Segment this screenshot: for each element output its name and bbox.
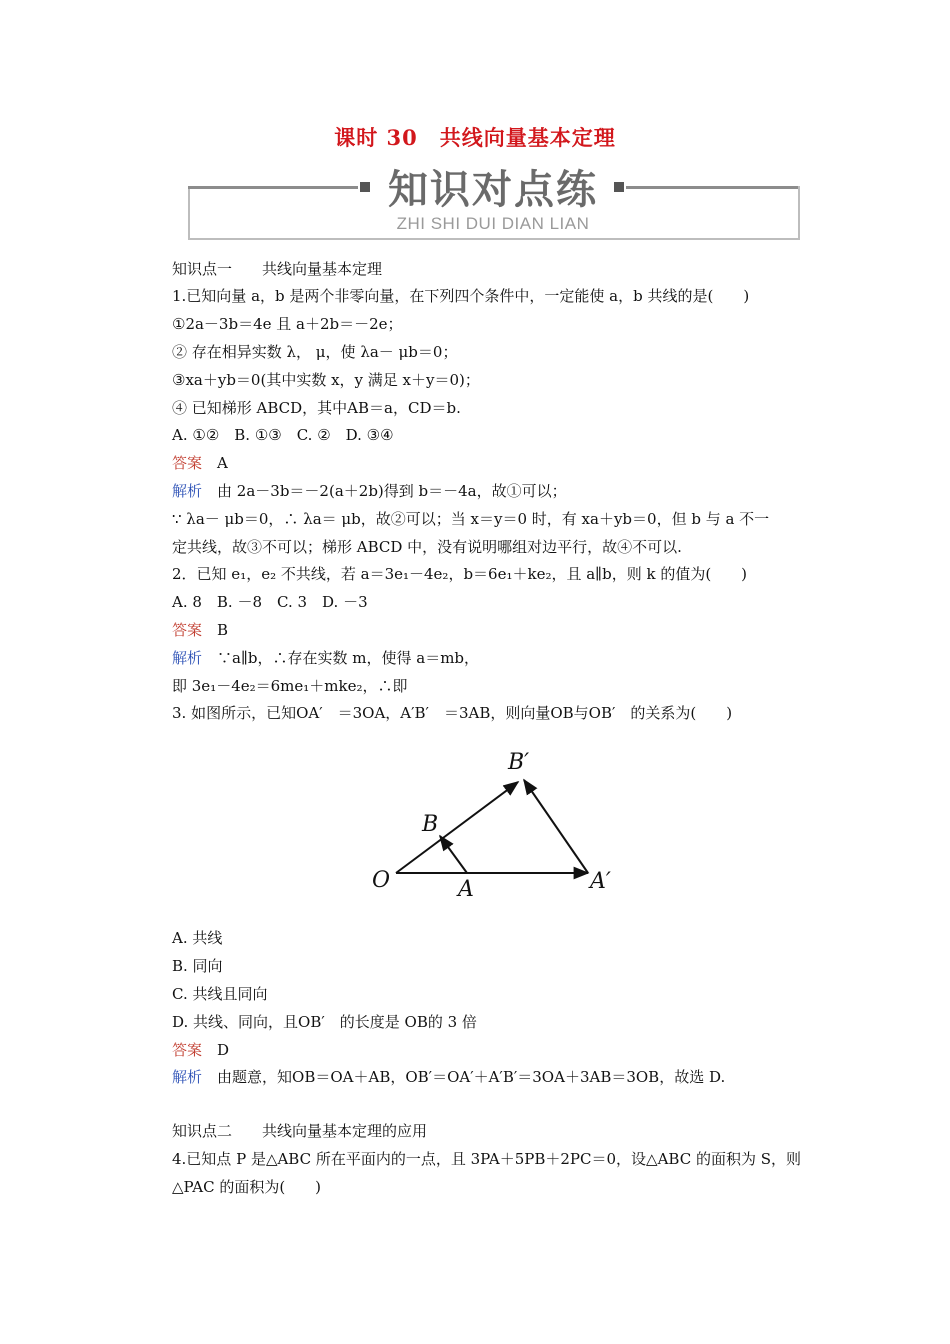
point-label-B: B <box>422 812 439 837</box>
q1-condition-3: ③xa＋yb＝0(其中实数 x，y 满足 x＋y＝0)； <box>172 371 480 389</box>
section2-heading: 知识点二 共线向量基本定理的应用 <box>172 1122 428 1140</box>
q1-condition-2: ② 存在相异实数 λ， μ，使 λa－ μb＝0； <box>172 343 458 361</box>
vector-A-prime-B-prime <box>524 780 588 873</box>
q1-answer <box>172 453 228 473</box>
section-banner <box>188 156 798 242</box>
q1-stem: 1.已知向量 a，b 是两个非零向量，在下列四个条件中，一定能使 a，b 共线的是( ) <box>172 287 750 305</box>
analysis-text: 由题意，知OB＝OA＋AB，OB′＝OA′＋A′B′＝3OA＋3AB＝3OB，故选 D. <box>217 1068 726 1086</box>
point-label-O: O <box>372 868 391 893</box>
answer-value: D <box>217 1041 230 1059</box>
point-label-A-prime: A′ <box>590 869 611 894</box>
q2-answer <box>172 620 228 640</box>
point-label-B-prime: B′ <box>508 750 530 775</box>
q2-analysis-1 <box>172 648 479 668</box>
answer-label: 答案 <box>172 1041 203 1059</box>
q3-option-b: B. 同向 <box>172 957 223 975</box>
q2-analysis-2: 即 3e₁－4e₂＝6me₁＋mke₂，∴即 <box>172 677 408 695</box>
q3-option-c: C. 共线且同向 <box>172 985 268 1003</box>
q2-stem: 2．已知 e₁，e₂ 不共线，若 a＝3e₁－4e₂，b＝6e₁＋ke₂，且 a∥b，则 k 的值为( ) <box>172 565 748 583</box>
lesson-title: 课时 30 共线向量基本定理 <box>334 125 616 150</box>
q4-stem-1: 4.已知点 P 是△ABC 所在平面内的一点，且 3PA＋5PB＋2PC＝0，设△ABC 的面积为 S，则 <box>172 1150 801 1168</box>
q1-analysis-2: ∵ λa－ μb＝0，∴ λa＝ μb，故②可以；当 x＝y＝0 时，有 xa＋yb＝0，但 b 与 a 不一 <box>172 510 770 528</box>
q4-stem-2: △PAC 的面积为( ) <box>172 1178 322 1196</box>
q1-condition-4: ④ 已知梯形 ABCD，其中AB＝a，CD＝b. <box>172 399 461 417</box>
answer-label: 答案 <box>172 621 203 639</box>
analysis-text: ∵a∥b，∴存在实数 m，使得 a＝mb， <box>217 649 480 667</box>
q3-figure <box>352 732 634 920</box>
q3-answer <box>172 1040 229 1060</box>
answer-value: B <box>217 621 229 639</box>
analysis-label: 解析 <box>172 1068 203 1086</box>
q3-option-d: D. 共线、同向，且OB′ 的长度是 OB的 3 倍 <box>172 1013 477 1031</box>
q1-options: A. ①② B. ①③ C. ② D. ③④ <box>172 426 394 444</box>
q3-option-a: A. 共线 <box>172 929 223 947</box>
section1-heading: 知识点一 共线向量基本定理 <box>172 260 383 278</box>
q3-stem: 3. 如图所示，已知OA′ ＝3OA，A′B′ ＝3AB，则向量OB与OB′ 的关系为( ) <box>172 704 733 722</box>
analysis-label: 解析 <box>172 482 203 500</box>
q2-options: A. 8 B. －8 C. 3 D. －3 <box>172 593 368 611</box>
point-label-A: A <box>458 877 474 902</box>
q1-analysis-3: 定共线，故③不可以；梯形 ABCD 中，没有说明哪组对边平行，故④不可以. <box>172 538 682 556</box>
answer-label: 答案 <box>172 454 203 472</box>
analysis-text: 由 2a－3b＝－2(a＋2b)得到 b＝－4a，故①可以； <box>217 482 567 500</box>
banner-pinyin: ZHI SHI DUI DIAN LIAN <box>396 214 590 233</box>
analysis-label: 解析 <box>172 649 203 667</box>
answer-value: A <box>217 454 228 472</box>
q1-analysis-1 <box>172 481 567 501</box>
q3-analysis <box>172 1067 725 1087</box>
vector-AB <box>440 836 467 873</box>
q1-condition-1: ①2a－3b＝4e 且 a＋2b＝－2e； <box>172 315 403 333</box>
banner-heading: 知识对点练 <box>388 166 598 213</box>
